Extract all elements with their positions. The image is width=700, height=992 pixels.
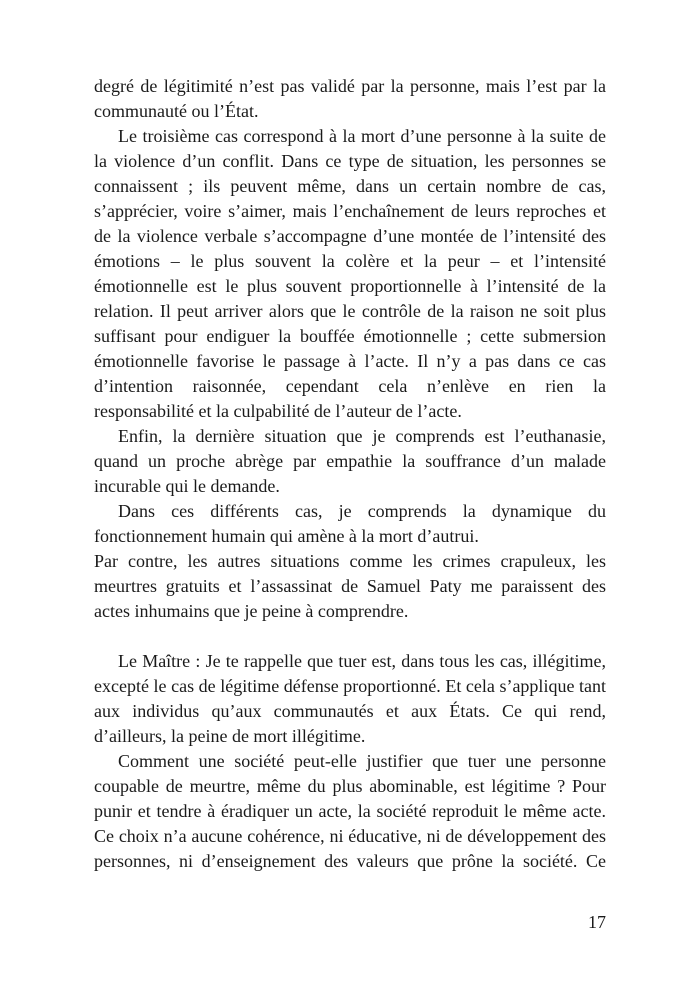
text-line: d’intention raisonnée, cependant cela n’enlève en rien la — [94, 376, 606, 396]
text-line: excepté le cas de légitime défense proportionné. Et cela s’applique tant — [94, 676, 606, 696]
text-line: coupable de meurtre, même du plus abominable, est légitime ? Pour — [94, 776, 606, 796]
text-line: Le Maître : Je te rappelle que tuer est, dans tous les cas, illégitime, — [118, 651, 606, 671]
text-line: la violence d’un conflit. Dans ce type de situation, les personnes se — [94, 151, 606, 171]
text-line: personnes, ni d’enseignement des valeurs que prône la société. Ce — [94, 851, 606, 871]
text-line: aux individus qu’aux communautés et aux États. Ce qui rend, — [94, 701, 606, 721]
paragraph — [94, 74, 606, 124]
paragraph — [94, 124, 606, 424]
text-line: quand un proche abrège par empathie la souffrance d’un malade — [94, 451, 606, 471]
text-line: suffisant pour endiguer la bouffée émotionnelle ; cette submersion — [94, 326, 606, 346]
text-line: Par contre, les autres situations comme les crimes crapuleux, les — [94, 551, 606, 571]
text-line: fonctionnement humain qui amène à la mort d’autrui. — [94, 526, 479, 546]
text-line: Dans ces différents cas, je comprends la dynamique du — [118, 501, 606, 521]
paragraph — [94, 549, 606, 624]
text-line: émotions – le plus souvent la colère et la peur – et l’intensité — [94, 251, 606, 271]
text-line: relation. Il peut arriver alors que le contrôle de la raison ne soit plus — [94, 301, 606, 321]
text-line: meurtres gratuits et l’assassinat de Samuel Paty me paraissent des — [94, 576, 606, 596]
text-line: de la violence verbale s’accompagne d’une montée de l’intensité des — [94, 226, 606, 246]
page-number: 17 — [588, 912, 606, 932]
paragraph-spacer — [94, 624, 606, 649]
text-line: Le troisième cas correspond à la mort d’une personne à la suite de — [118, 126, 606, 146]
paragraph — [94, 649, 606, 749]
text-line: responsabilité et la culpabilité de l’auteur de l’acte. — [94, 401, 462, 421]
paragraph — [94, 749, 606, 874]
text-line: incurable qui le demande. — [94, 476, 280, 496]
text-line: punir et tendre à éradiquer un acte, la société reproduit le même acte. — [94, 801, 606, 821]
text-line: s’apprécier, voire s’aimer, mais l’enchaînement de leurs reproches et — [94, 201, 606, 221]
text-line: émotionnelle est le plus souvent proportionnelle à l’intensité de la — [94, 276, 606, 296]
paragraph — [94, 499, 606, 549]
text-line: Comment une société peut-elle justifier que tuer une personne — [118, 751, 606, 771]
page-body — [94, 74, 606, 874]
paragraph — [94, 424, 606, 499]
text-line: degré de légitimité n’est pas validé par la personne, mais l’est par la — [94, 76, 606, 96]
text-line: actes inhumains que je peine à comprendre. — [94, 601, 409, 621]
text-line: communauté ou l’État. — [94, 101, 259, 121]
text-line: d’ailleurs, la peine de mort illégitime. — [94, 726, 366, 746]
text-line: connaissent ; ils peuvent même, dans un certain nombre de cas, — [94, 176, 606, 196]
text-line: émotionnelle favorise le passage à l’acte. Il n’y a pas dans ce cas — [94, 351, 606, 371]
text-line: Enfin, la dernière situation que je comprends est l’euthanasie, — [118, 426, 606, 446]
text-line: Ce choix n’a aucune cohérence, ni éducative, ni de développement des — [94, 826, 606, 846]
